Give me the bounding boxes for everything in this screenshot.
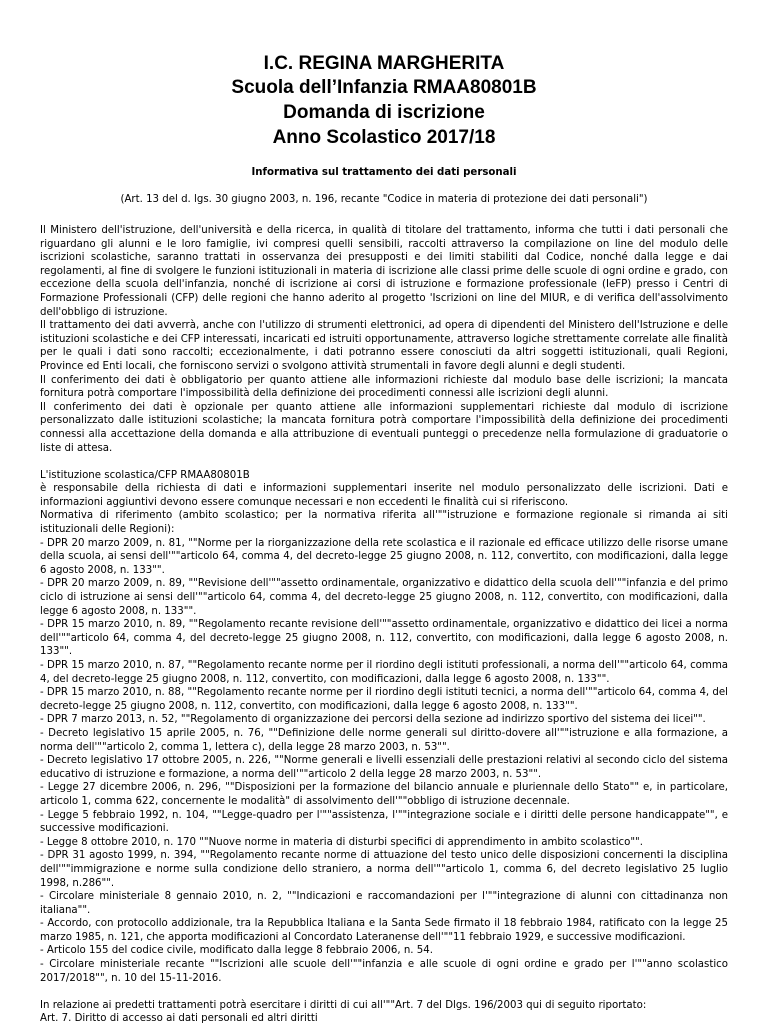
paragraph: Art. 7. Diritto di accesso ai dati personali ed altri diritti [40, 1013, 318, 1025]
section-heading: Informativa sul trattamento dei dati personali [251, 167, 517, 178]
spacer [40, 985, 728, 999]
paragraph: Il conferimento dei dati è opzionale per quanto attiene alle informazioni supplementari richieste dal modulo di iscrizione personalizzato dalle istituzioni scolastiche; la mancata fornitura potrà comportare l'impossibilità della definizione dei procedimenti connessi alla accettazione della domanda e alla attribuzione di eventuali punteggi o precedenze nella formulazione di graduatorie o liste di attesa. [40, 401, 728, 454]
list-item: - DPR 31 agosto 1999, n. 394, ""Regolamento recante norme di attuazione del testo unico delle disposizioni concernenti la disciplina dell'""immigrazione e norme sulla condizione dello straniero, a norma dell'""articolo 1, comma 6, del decreto legislativo 25 luglio 1998, n.286"". [40, 850, 728, 889]
paragraph: In relazione ai predetti trattamenti potrà esercitare i diritti di cui all'""Art. 7 del Dlgs. 196/2003 qui di seguito riportato: [40, 999, 647, 1011]
school-name: I.C. REGINA MARGHERITA [263, 53, 505, 74]
list-item: - Circolare ministeriale 8 gennaio 2010, n. 2, ""Indicazioni e raccomandazioni per l'""integrazione di alunni con cittadinanza non italiana"". [40, 891, 728, 916]
school-year: Anno Scolastico 2017/18 [272, 127, 496, 148]
legal-reference: (Art. 13 del d. lgs. 30 giugno 2003, n. 196, recante "Codice in materia di protezione dei dati personali") [120, 194, 648, 205]
document-body [40, 224, 728, 1026]
list-item: - DPR 20 marzo 2009, n. 89, ""Revisione dell'""assetto ordinamentale, organizzativo e didattico della scuola dell'""infanzia e del primo ciclo di istruzione ai sensi dell'""articolo 64, comma 4, del decreto-legge 25 giugno 2008, n. 112, convertito, con modificazioni, dalla legge 6 agosto 2008, n. 133"". [40, 578, 728, 617]
list-item: - DPR 15 marzo 2010, n. 88, ""Regolamento recante norme per il riordino degli istituti tecnici, a norma dell'""articolo 64, comma 4, del decreto-legge 25 giugno 2008, n. 112, convertito, con modificazioni, dalla legge 6 agosto 2008, n. 133"". [40, 687, 728, 712]
list-item: - Decreto legislativo 17 ottobre 2005, n. 226, ""Norme generali e livelli essenziali delle prestazioni relativi al secondo ciclo del sistema educativo di istruzione e formazione, a norma dell'""articolo 2 della legge 28 marzo 2003, n. 53"". [40, 755, 728, 780]
paragraph: Il conferimento dei dati è obbligatorio per quanto attiene alle informazioni richieste dal modulo base delle iscrizioni; la mancata fornitura potrà comportare l'impossibilità della definizione dei procedimenti connessi alle iscrizioni degli alunni. [40, 374, 728, 400]
list-item: - DPR 15 marzo 2010, n. 87, ""Regolamento recante norme per il riordino degli istituti professionali, a norma dell'""articolo 64, comma 4, del decreto-legge 25 giugno 2008, n. 112, convertito, con modificazioni, dalla legge 6 agosto 2008, n. 133"". [40, 660, 728, 685]
paragraph: Il Ministero dell'istruzione, dell'università e della ricerca, in qualità di titolare del trattamento, informa che tutti i dati personali che riguardano gli alunni e le loro famiglie, ivi compresi quelli sensibili, raccolti attraverso la compilazione on line del modulo delle iscrizioni scolastiche, saranno trattati in osservanza dei presupposti e dei limiti stabiliti dal Codice, nonché dalla legge e dai regolamenti, al fine di svolgere le funzioni istituzionali in materia di iscrizione alle classi prime delle scuole di ogni ordine e grado, con eccezione della scuola dell'infanzia, nonché di iscrizione ai corsi di istruzione e formazione professionale (IeFP) presso i Centri di Formazione Professionali (CFP) delle regioni che hanno aderito al progetto 'Iscrizioni on line del MIUR, e di verifica dell'assolvimento dell'obbligo di istruzione. [40, 225, 728, 318]
list-item: - Legge 5 febbraio 1992, n. 104, ""Legge-quadro per l'""assistenza, l'""integrazione sociale e i diritti delle persone handicappate"", e successive modificazioni. [40, 809, 728, 835]
list-item: - Legge 27 dicembre 2006, n. 296, ""Disposizioni per la formazione del bilancio annuale e pluriennale dello Stato"" e, in particolare, articolo 1, comma 622, concernente le modalità" di assolvimento dell'""obbligo di istruzione decennale. [40, 782, 728, 807]
list-item: - DPR 15 marzo 2010, n. 89, ""Regolamento recante revisione dell'""assetto ordinamentale, organizzativo e didattico dei licei a norma dell'""articolo 64, comma 4, del decreto-legge 25 giugno 2008, n. 112, convertito, con modificazioni, dalla legge 6 agosto 2008, n. 133"". [40, 619, 728, 658]
list-item: - Decreto legislativo 15 aprile 2005, n. 76, ""Definizione delle norme generali sul diritto-dovere all'""istruzione e alla formazione, a norma dell'""articolo 2, comma 1, lettera c), della legge 28 marzo 2003, n. 53"". [40, 727, 728, 753]
list-item: - Legge 8 ottobre 2010, n. 170 ""Nuove norme in materia di disturbi specifici di apprendimento in ambito scolastico"". [40, 836, 643, 848]
list-item: - Accordo, con protocollo addizionale, tra la Repubblica Italiana e la Santa Sede firmato il 18 febbraio 1984, ratificato con la legge 25 marzo 1985, n. 121, che apporta modificazioni al Concordato Lateranense dell'""11 febbraio 1929, e successive modificazioni. [40, 918, 728, 943]
paragraph: L'istituzione scolastica/CFP RMAA80801B [40, 469, 250, 481]
paragraph: Il trattamento dei dati avverrà, anche con l'utilizzo di strumenti elettronici, ad opera di dipendenti del Ministero dell'Istruzione e delle istituzioni scolastiche e dei CFP interessati, incaricati ed istruiti opportunamente, attraverso logiche strettamente correlate alle finalità per le quali i dati sono raccolti; eccezionalmente, i dati potranno essere conosciuti da altri soggetti istituzionali, quali Regioni, Province ed Enti locali, che forniscono servizi o svolgono attività strumentali in favore degli alunni e degli studenti. [40, 320, 728, 372]
spacer [40, 455, 728, 469]
list-item: - Articolo 155 del codice civile, modificato dalla legge 8 febbraio 2006, n. 54. [40, 945, 433, 957]
list-item: - Circolare ministeriale recante ""Iscrizioni alle scuole dell'""infanzia e alle scuole di ogni ordine e grado per l'""anno scolastico 2017/2018"", n. 10 del 15-11-2016. [40, 959, 728, 984]
list-item: - DPR 20 marzo 2009, n. 81, ""Norme per la riorganizzazione della rete scolastica e il razionale ed efficace utilizzo delle risorse umane della scuola, ai sensi dell'""articolo 64, comma 4, del decreto-legge 25 giugno 2008, n. 112, convertito, con modificazioni, dalla legge 6 agosto 2008, n. 133"". [40, 537, 728, 576]
paragraph: Normativa di riferimento (ambito scolastico; per la normativa riferita all'""istruzione e formazione regionale si rimanda ai siti istituzionali delle Regioni): [40, 510, 728, 536]
paragraph: è responsabile della richiesta di dati e informazioni supplementari inserite nel modulo personalizzato delle iscrizioni. Dati e informazioni aggiuntivi devono essere comunque necessari e non eccedenti le finalità cui si riferiscono. [40, 483, 728, 508]
school-unit: Scuola dell’Infanzia RMAA80801B [231, 77, 537, 98]
list-item: - DPR 7 marzo 2013, n. 52, ""Regolamento di organizzazione dei percorsi della sezione ad indirizzo sportivo del sistema dei licei"". [40, 714, 706, 726]
document-title: Domanda di iscrizione [283, 102, 485, 123]
